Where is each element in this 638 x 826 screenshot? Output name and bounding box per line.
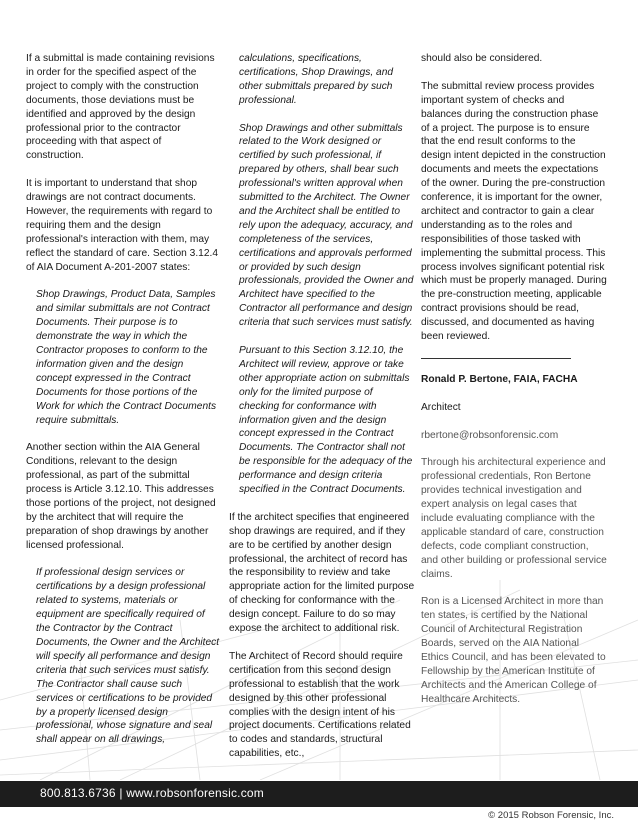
quoted-passage: Shop Drawings, Product Data, Samples and similar submittals are not Contract Documents. Their purpose is to demonstrate the way in which the Contractor proposes to conform to the information given and the design concept expressed in the Contract Documents for those portions of the Work for which the Contract Documents require submittals.	[36, 289, 217, 426]
quoted-passage: calculations, specifications, certifications, Shop Drawings, and other submittals prepared by such professional.	[239, 53, 394, 106]
paragraph: It is important to understand that shop drawings are not contract documents. However, the requirements with regard to requiring them and the design professional's interaction with them, may reflect the standard of care. Section 3.12.4 of AIA Document A-201-2007 states:	[26, 178, 218, 273]
paragraph: The Architect of Record should require certification from this second design professional to establish that the work designed by this other professional complies with the design intent of his project documents. Certifications related to codes and standards, structural capabilities, etc.,	[229, 650, 411, 760]
text-column-2	[229, 52, 415, 775]
author-bio-paragraph: Through his architectural experience and professional credentials, Ron Bertone provides technical investigation and expert analysis on legal cases that include evaluating compliance with the applicable standard of care, construction defects, code compliant construction, and other building or professional service claims.	[421, 457, 607, 580]
paragraph: The submittal review process provides important system of checks and balances during the construction phase of a project. The purpose is to ensure that the end result conforms to the design intent depicted in the construction documents and meets the expectations of the owner. During the pre-construction conference, it is important for the owner, architect and contractor to gain a clear understanding as to the roles and responsibilities of those tasked with implementing the submittal process. This process involves significant potential risk which must be properly managed. During the pre-construction meeting, applicable contract provisions should be read, discussed, and documented as having been reviewed.	[421, 80, 607, 343]
paragraph: If a submittal is made containing revisions in order for the specified aspect of the project to comply with the construction documents, those deviations must be identified and approved by the design professional prior to the contractor proceeding with that aspect of construction.	[26, 53, 215, 162]
paragraph: should also be considered.	[421, 53, 543, 64]
text-column-3	[421, 52, 607, 720]
quoted-passage: Shop Drawings and other submittals related to the Work designed or certified by such professional, if prepared by others, shall bear such professional's written approval when submitted to the Architect. The Owner and the Architect shall be entitled to rely upon the adequacy, accuracy, and completeness of the services, certifications and approvals performed or provided by such design professionals, provided the Owner and Architect have specified to the Contractor all performance and design criteria that such services must satisfy.	[239, 122, 414, 329]
paragraph: If the architect specifies that engineered shop drawings are required, and if they are to be certified by another design professional, the architect of record has the responsibility to review and take appropriate action for the limited purpose of checking for conformance with the design concept. Failure to do so may expose the architect to additional risk.	[229, 511, 415, 635]
author-divider	[421, 358, 571, 359]
paragraph: Another section within the AIA General Conditions, relevant to the design professional, as part of the submittal process is Article 3.12.10. This addresses those portions of the project, not designed by the architect that will require the preparation of shop drawings by another licensed professional.	[26, 442, 216, 551]
author-email-link[interactable]: rbertone@robsonforensic.com	[421, 429, 559, 441]
copyright-notice: © 2015 Robson Forensic, Inc.	[488, 810, 614, 821]
quoted-passage: Pursuant to this Section 3.12.10, the Architect will review, approve or take other appropriate action on submittals only for the limited purpose of checking for conformance with information given and the design concept expressed in the Contract Documents. The Contractor shall not be responsible for the adequacy of the performance and design criteria specified in the Contract Documents.	[239, 345, 413, 496]
author-bio-paragraph: Ron is a Licensed Architect in more than ten states, is certified by the National Council of Architectural Registration Boards, served on the AIA National Ethics Council, and has been elevated to Fellowship by the American Institute of Architects and the American College of Healthcare Architects.	[421, 596, 606, 705]
author-name: Ronald P. Bertone, FAIA, FACHA	[421, 373, 578, 385]
footer-bar	[0, 781, 638, 807]
author-title: Architect	[421, 401, 461, 413]
footer-contact[interactable]: 800.813.6736 | www.robsonforensic.com	[40, 786, 264, 800]
text-column-1	[26, 52, 221, 761]
quoted-passage: If professional design services or certifications by a design professional related to systems, materials or equipment are specifically required of the Contractor by the Contract Documents, the Owner and the Architect will specify all performance and design criteria that such services must satisfy. The Contractor shall cause such services or certifications to be provided by a properly licensed design professional, whose signature and seal shall appear on all drawings,	[36, 567, 220, 746]
